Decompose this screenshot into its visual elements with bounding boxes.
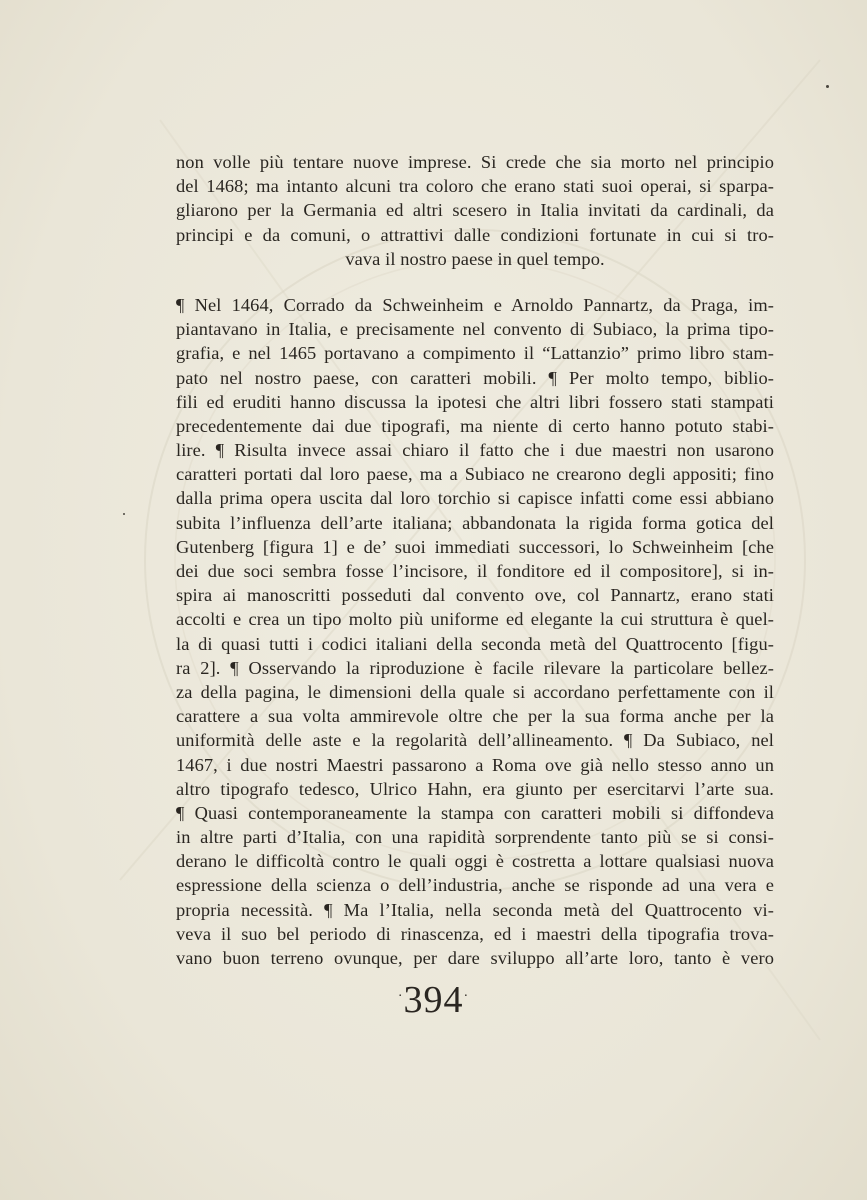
text-line: vava il nostro paese in quel tempo.	[345, 248, 605, 269]
paper-speck	[826, 85, 829, 88]
text-line: carattere a sua volta ammirevole oltre che per la sua forma anche per la	[176, 706, 774, 727]
text-line: propria necessità. ¶ Ma l’Italia, nella seconda metà del Quattrocento vi-	[176, 899, 774, 920]
paragraph-2	[176, 293, 774, 970]
text-line: piantavano in Italia, e precisamente nel convento di Subiaco, la prima tipo-	[176, 319, 774, 340]
text-line: za della pagina, le dimensioni della quale si accordano perfettamente con il	[176, 681, 774, 702]
text-line: ¶ Quasi contemporaneamente la stampa con caratteri mobili si diffondeva	[176, 802, 774, 823]
text-line: fili ed eruditi hanno discussa la ipotesi che altri libri fossero stati stampati	[176, 391, 774, 412]
text-line: lire. ¶ Risulta invece assai chiaro il fatto che i due maestri non usarono	[176, 440, 774, 461]
text-line: grafia, e nel 1465 portavano a compimento il “Lattanzio” primo libro stam-	[176, 343, 774, 364]
text-line: espressione della scienza o dell’industria, anche se risponde ad una vera e	[176, 875, 774, 896]
text-line: dalla prima opera uscita dal loro torchio si capisce infatti come essi abbiano	[176, 488, 774, 509]
text-line: ¶ Nel 1464, Corrado da Schweinheim e Arnoldo Pannartz, da Praga, im-	[176, 294, 774, 315]
text-line: caratteri portati dal loro paese, ma a Subiaco ne crearono degli appositi; fino	[176, 464, 774, 485]
text-line: vano buon terreno ovunque, per dare sviluppo all’arte loro, tanto è vero	[176, 948, 774, 968]
text-line: ra 2]. ¶ Osservando la riproduzione è facile rilevare la particolare bellez-	[176, 657, 774, 678]
text-line: uniformità delle aste e la regolarità dell’allineamento. ¶ Da Subiaco, nel	[176, 730, 774, 751]
text-line: pato nel nostro paese, con caratteri mobili. ¶ Per molto tempo, biblio-	[176, 367, 774, 388]
text-line: non volle più tentare nuove imprese. Si crede che sia morto nel principio	[176, 152, 774, 172]
text-line: veva il suo bel periodo di rinascenza, ed i maestri della tipografia trova-	[176, 923, 774, 944]
text-line: precedentemente dai due tipografi, ma niente di certo hanno potuto stabi-	[176, 415, 774, 436]
text-line: principi e da comuni, o attrattivi dalle condizioni fortunate in cui si tro-	[176, 224, 774, 245]
text-line: la di quasi tutti i codici italiani della seconda metà del Quattrocento [figu-	[176, 633, 774, 654]
text-line: subita l’influenza dell’arte italiana; abbandonata la rigida forma gotica del	[176, 512, 774, 533]
text-line: dei due soci sembra fosse l’incisore, il fonditore ed il compositore], si in-	[176, 561, 774, 581]
text-line: del 1468; ma intanto alcuni tra coloro che erano stati suoi operai, si sparpa-	[176, 176, 774, 197]
body-text	[176, 150, 774, 970]
text-line: derano le difficoltà contro le quali oggi è costretta a lottare qualsiasi nuova	[176, 851, 774, 872]
page-number-value: 394	[403, 979, 464, 1021]
text-line: in altre parti d’Italia, con una rapidità sorprendente tanto più se si consi-	[176, 827, 774, 848]
text-line: accolti e crea un tipo molto più uniforme ed elegante la cui struttura è quel-	[176, 609, 774, 630]
text-line: gliarono per la Germania ed altri scesero in Italia invitati da cardinali, da	[176, 200, 774, 221]
folio-ornament-left: ·	[397, 989, 404, 1005]
text-line: Gutenberg [figura 1] e de’ suoi immediati successori, lo Schweinheim [che	[176, 536, 774, 557]
paper-speck	[123, 513, 125, 515]
paragraph-1	[176, 150, 774, 271]
folio-ornament-right: ·	[463, 989, 470, 1005]
text-line: altro tipografo tedesco, Ulrico Hahn, era giunto per esercitarvi l’arte sua.	[176, 778, 774, 799]
paragraph-gap	[176, 271, 774, 293]
text-line: spira ai manoscritti posseduti dal convento ove, col Pannartz, erano stati	[176, 585, 774, 606]
page-number	[0, 978, 867, 1022]
text-line: 1467, i due nostri Maestri passarono a Roma ove già nello stesso anno un	[176, 754, 774, 775]
